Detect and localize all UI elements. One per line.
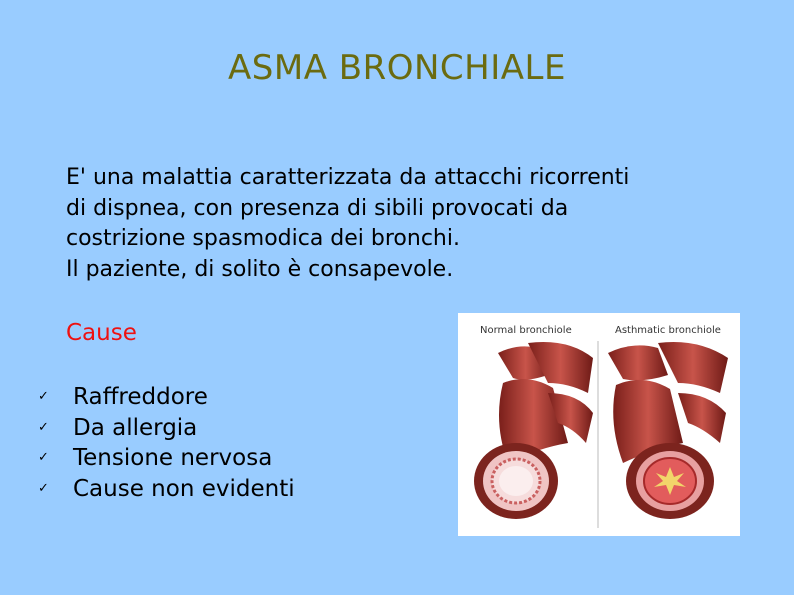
list-item (0, 382, 295, 413)
cause-text: Tensione nervosa (73, 445, 273, 471)
bronchiole-illustration (458, 313, 740, 536)
checkmark-icon: ✓ (38, 450, 49, 465)
normal-caption: Normal bronchiole (480, 325, 572, 336)
asthmatic-bronchiole (608, 342, 728, 519)
normal-bronchiole (474, 342, 593, 519)
list-item (0, 413, 295, 444)
checkmark-icon: ✓ (38, 389, 49, 404)
cause-heading: Cause (66, 320, 137, 346)
checkmark-icon: ✓ (38, 480, 49, 496)
asthmatic-caption: Asthmatic bronchiole (615, 325, 721, 336)
list-item (0, 474, 295, 505)
bronchiole-drawing (458, 313, 740, 536)
cause-list (0, 382, 295, 504)
slide-title: ASMA BRONCHIALE (228, 48, 566, 88)
cause-text: Cause non evidenti (73, 475, 295, 502)
description (66, 163, 766, 285)
checkmark-icon: ✓ (38, 419, 49, 435)
description-line: costrizione spasmodica dei bronchi. (66, 226, 460, 251)
cause-text: Da allergia (73, 414, 198, 441)
cause-text: Raffreddore (73, 384, 208, 410)
description-line: di dispnea, con presenza di sibili provocati da (66, 195, 569, 221)
list-item (0, 443, 295, 474)
description-line: E' una malattia caratterizzata da attacchi ricorrenti (66, 165, 630, 190)
description-line: Il paziente, di solito è consapevole. (66, 256, 454, 282)
